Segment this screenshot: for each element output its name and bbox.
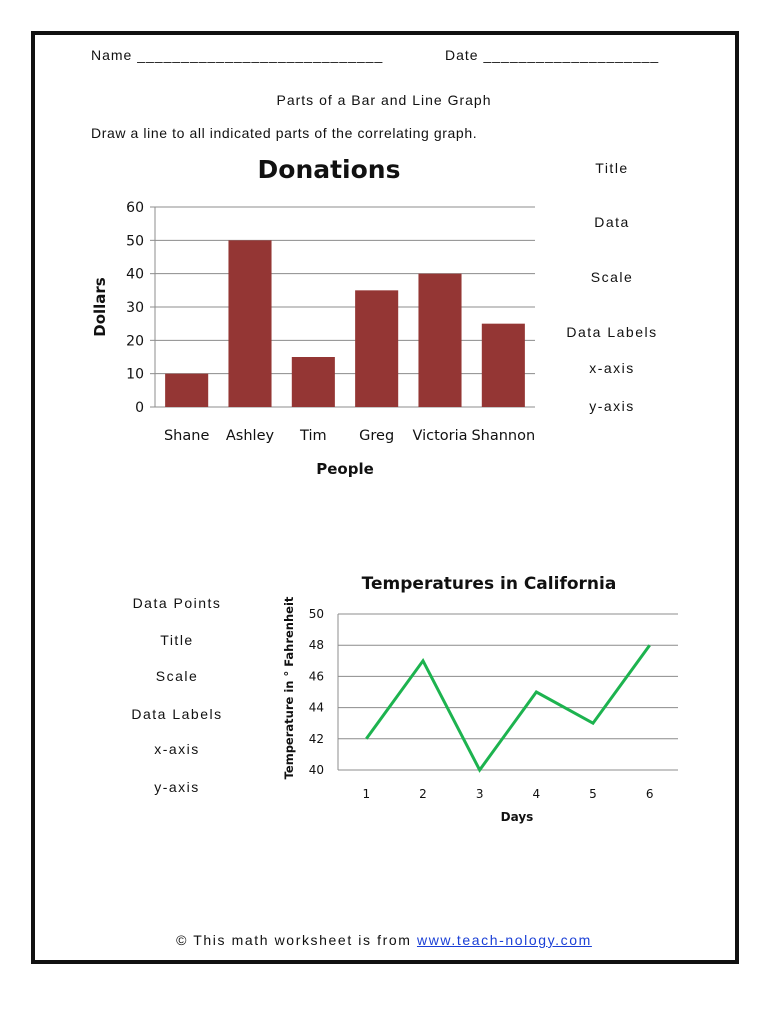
bar-y-tick-label: 60 [126, 200, 144, 216]
bar-shannon [482, 324, 525, 407]
bar-category-label: Ashley [225, 428, 275, 444]
line-x-tick-label: 4 [532, 787, 541, 801]
bar-chart-title: Donations [257, 155, 401, 184]
bar-label-y-axis: y-axis [589, 398, 635, 414]
bar-label-x-axis: x-axis [589, 360, 635, 376]
line-chart-title: Temperatures in California [361, 574, 617, 594]
line-x-tick-label: 1 [362, 787, 371, 801]
bar-y-tick-label: 0 [135, 400, 144, 416]
line-x-tick-label: 2 [419, 787, 427, 801]
bar-category-label: Greg [359, 428, 395, 444]
line-label-title: Title [160, 632, 194, 648]
line-y-tick-label: 44 [308, 700, 324, 715]
bar-chart-x-axis-label: People [316, 460, 374, 478]
bar-label-data: Data [594, 214, 630, 230]
line-label-data-points: Data Points [132, 595, 222, 611]
bar-y-tick-label: 30 [126, 300, 144, 316]
line-x-tick-label: 3 [475, 787, 484, 801]
bar-label-data-labels: Data Labels [566, 324, 658, 340]
bar-victoria [418, 274, 461, 407]
bar-chart-y-axis-label: Dollars [91, 277, 109, 337]
line-chart-x-axis-label: Days [500, 810, 534, 824]
line-label-data-labels: Data Labels [131, 706, 223, 722]
bar-category-label: Tim [300, 428, 327, 444]
line-y-tick-label: 40 [308, 763, 324, 777]
line-y-tick-label: 48 [308, 638, 324, 653]
bar-category-label: Shannon [471, 428, 536, 444]
date-field-label: Date ____________________ [445, 47, 660, 63]
line-y-tick-label: 50 [308, 607, 324, 621]
bar-category-label: Shane [163, 428, 210, 444]
line-chart-y-axis-label: Temperature in ° Fahrenheit [282, 596, 296, 780]
bar-shane [165, 374, 208, 407]
bar-chart-donations [80, 145, 560, 490]
bar-tim [292, 357, 335, 407]
footer-text: © This math worksheet is from [176, 932, 417, 948]
bar-y-tick-label: 40 [126, 266, 144, 283]
bar-label-scale: Scale [590, 269, 634, 285]
footer-link[interactable]: www.teach-nology.com [416, 932, 592, 948]
bar-greg [355, 290, 398, 407]
name-field-label: Name ____________________________ [91, 47, 384, 63]
line-label-x-axis: x-axis [154, 741, 200, 757]
line-x-tick-label: 6 [645, 787, 654, 801]
line-x-tick-label: 5 [589, 787, 597, 801]
line-label-y-axis: y-axis [154, 779, 200, 795]
bar-y-tick-label: 20 [126, 333, 144, 350]
bar-y-tick-label: 50 [126, 233, 144, 250]
bar-y-tick-label: 10 [126, 366, 144, 383]
line-chart-temperatures [270, 565, 695, 830]
worksheet-instruction: Draw a line to all indicated parts of the correlating graph. [91, 125, 478, 141]
line-y-tick-label: 46 [308, 669, 324, 684]
bar-label-title: Title [595, 160, 629, 176]
worksheet-subtitle: Parts of a Bar and Line Graph [276, 92, 492, 108]
line-y-tick-label: 42 [308, 731, 324, 746]
bar-ashley [228, 240, 271, 407]
bar-category-label: Victoria [412, 428, 468, 444]
footer [0, 932, 768, 948]
line-label-scale: Scale [155, 668, 199, 684]
